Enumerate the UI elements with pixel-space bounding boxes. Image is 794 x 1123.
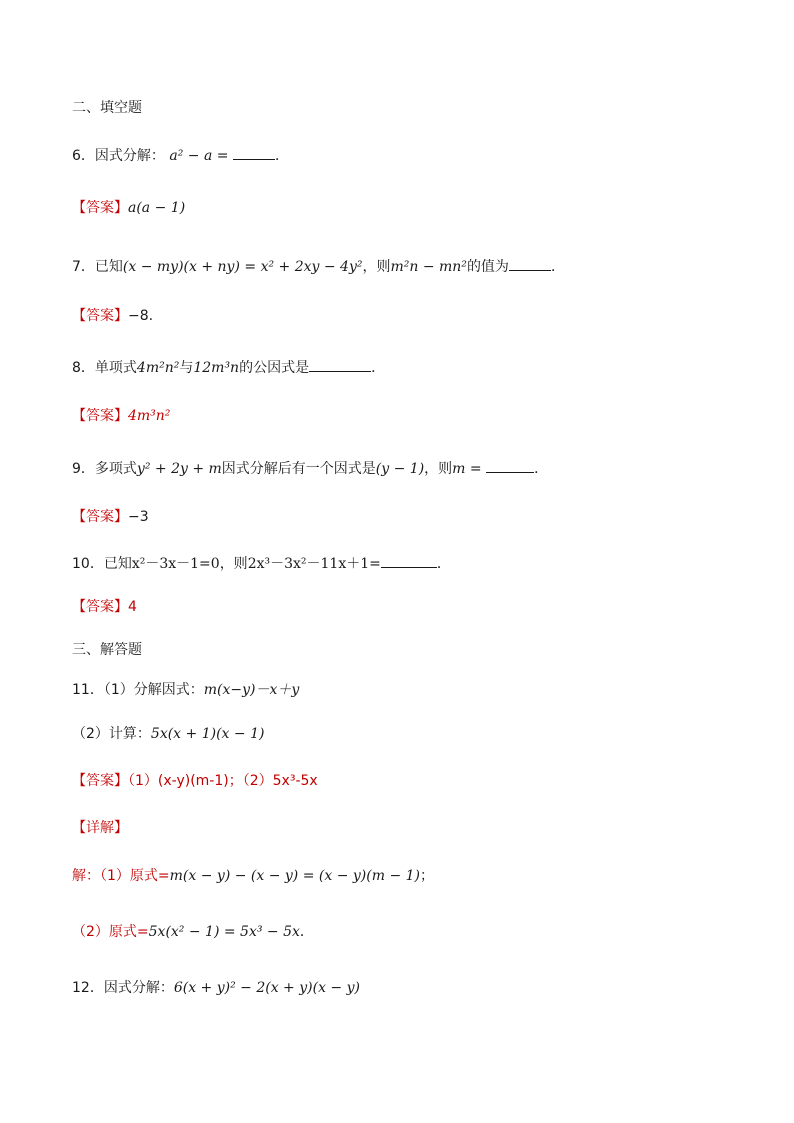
section-title-solve: 三、解答题: [72, 642, 142, 658]
answer-tag: 【答案】: [72, 408, 128, 424]
answer-tag: 【答案】: [72, 509, 128, 525]
answer-tag: 【答案】: [72, 599, 128, 615]
question-8: [72, 357, 385, 378]
answer-10: [72, 597, 137, 617]
question-text: ，则: [362, 259, 391, 275]
answer-value: （1）(x-y)(m-1)；（2）5x³-5x: [128, 773, 318, 789]
math-expression: 6(x + y)² − 2(x + y)(x − y): [173, 980, 360, 996]
question-text: 与: [179, 360, 194, 376]
question-number: 6．: [72, 148, 95, 164]
question-number: 9．: [72, 461, 95, 477]
question-text: 因式分解：: [103, 980, 174, 996]
math-expression: 2x³－3x²－11x＋1=: [247, 556, 381, 572]
question-text: 的值为: [466, 259, 509, 275]
section-title-fill-in: 二、填空题: [72, 100, 142, 116]
question-text: ，则: [219, 556, 248, 572]
math-expression: m(x − y) − (x − y) = (x − y)(m − 1): [169, 868, 420, 884]
end-punct: ．: [274, 148, 289, 164]
answer-11: [72, 771, 318, 791]
answer-8: [72, 406, 170, 426]
answer-value: 4: [128, 599, 137, 615]
question-number: 11．: [72, 682, 104, 698]
question-text: 单项式: [94, 360, 137, 376]
solution-1: [72, 866, 434, 886]
question-11-part-1: [72, 680, 299, 700]
math-expression: (y − 1): [375, 461, 425, 477]
question-7: [72, 256, 565, 277]
end-punct: ．: [299, 924, 314, 940]
answer-value: −8.: [128, 308, 154, 324]
end-punct: ．: [436, 556, 451, 572]
answer-7: [72, 306, 153, 326]
math-expression: y² + 2y + m: [136, 461, 222, 477]
answer-blank: [309, 357, 371, 372]
end-punct: ．: [371, 360, 386, 376]
answer-tag: 【答案】: [72, 773, 128, 789]
solution-2: [72, 922, 314, 942]
answer-blank: [233, 145, 275, 160]
question-text: 多项式: [94, 461, 137, 477]
question-10: [72, 553, 451, 574]
question-11-part-2: [72, 724, 264, 744]
end-punct: ．: [550, 259, 565, 275]
question-number: 10．: [72, 556, 104, 572]
answer-value: a(a − 1): [128, 200, 186, 216]
answer-blank: [509, 256, 551, 271]
question-6: [72, 145, 289, 166]
question-text: 的公因式是: [239, 360, 310, 376]
question-text: 已知: [94, 259, 123, 275]
question-text: 已知: [103, 556, 132, 572]
math-expression: a² − a =: [169, 148, 229, 164]
math-expression: 12m³n: [193, 360, 240, 376]
answer-6: [72, 198, 185, 218]
question-text: 因式分解后有一个因式是: [221, 461, 376, 477]
answer-blank: [381, 553, 437, 568]
solution-label: （2）原式=: [72, 924, 149, 940]
question-12: [72, 978, 360, 998]
answer-tag: 【答案】: [72, 308, 128, 324]
math-expression: (x − my)(x + ny) = x² + 2xy − 4y²: [122, 259, 363, 275]
answer-value: 4m³n²: [128, 408, 171, 424]
math-expression: 5x(x + 1)(x − 1): [150, 726, 265, 742]
question-text: 因式分解：: [94, 148, 165, 164]
question-number: 12．: [72, 980, 104, 996]
answer-blank: [486, 458, 534, 473]
math-expression: 5x(x² − 1) = 5x³ − 5x: [148, 924, 300, 940]
question-number: 8．: [72, 360, 95, 376]
question-text: ，则: [424, 461, 453, 477]
answer-value: −3: [128, 509, 149, 525]
question-number: 7．: [72, 259, 95, 275]
answer-tag: 【答案】: [72, 200, 128, 216]
end-punct: ．: [534, 461, 549, 477]
math-expression: x²－3x－1=0: [131, 556, 220, 572]
question-text: （1）分解因式：: [103, 682, 204, 698]
math-expression: m(x−y)－x＋y: [203, 682, 300, 698]
answer-9: [72, 507, 149, 527]
end-punct: ；: [420, 868, 434, 884]
question-9: [72, 458, 548, 479]
math-expression: m =: [452, 461, 482, 477]
solution-label: 解：（1）原式=: [72, 868, 170, 884]
math-expression: m²n − mn²: [390, 259, 467, 275]
detail-heading: 【详解】: [72, 820, 128, 836]
math-expression: 4m²n²: [136, 360, 180, 376]
question-text: （2）计算：: [72, 726, 151, 742]
